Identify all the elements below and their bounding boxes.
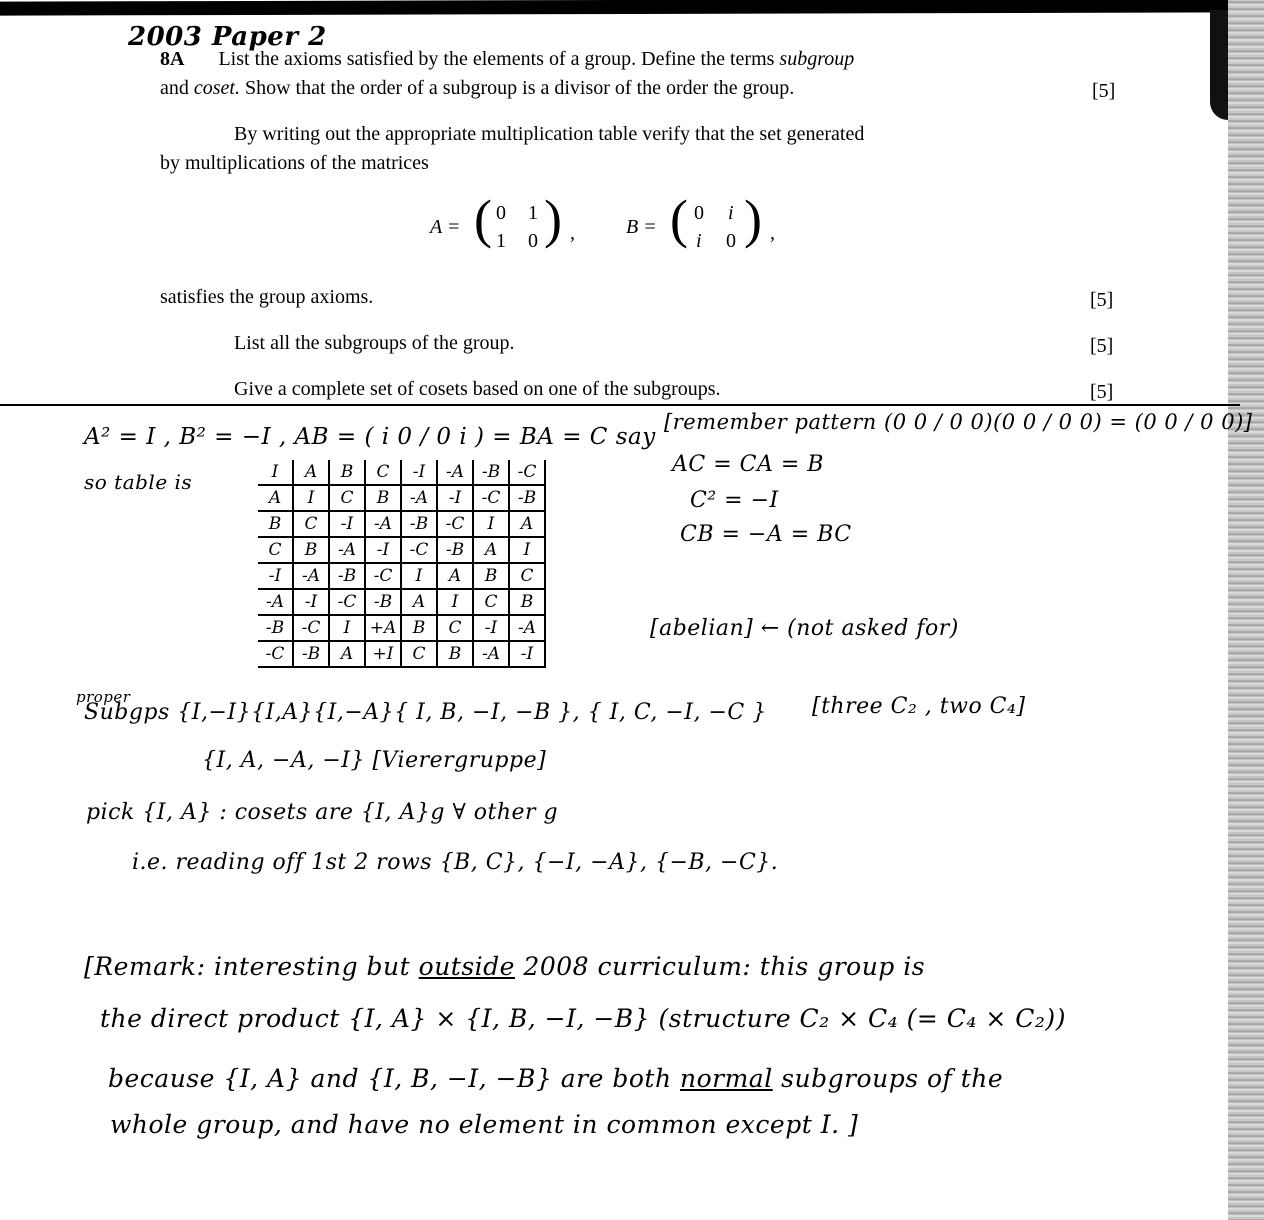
table-cell: -A [293, 563, 329, 589]
table-row [258, 563, 545, 589]
table-cell: -B [509, 485, 545, 511]
table-row [258, 589, 545, 615]
matrix-b-label: B = [626, 216, 657, 238]
solution-side-2: C² = −I [690, 488, 779, 513]
p1-emph-coset: coset. [193, 77, 240, 99]
table-cell: A [437, 563, 473, 589]
table-header-cell: A [293, 460, 329, 485]
table-cell: B [258, 511, 293, 537]
solution-side-1: AC = CA = B [672, 452, 824, 477]
solution-subgroups-line-1: Subgps {I,−I}{I,A}{I,−A}{ I, B, −I, −B }, { I, C, −I, −C } [84, 700, 767, 725]
matrix-b-comma: , [770, 222, 775, 244]
table-cell: B [365, 485, 401, 511]
table-cell: -B [258, 615, 293, 641]
solution-line-1: A² = I , B² = −I , AB = ( i 0 / 0 i ) = BA = C say [84, 424, 656, 450]
table-cell: C [509, 563, 545, 589]
solution-cosets-line-2: i.e. reading off 1st 2 rows {B, C}, {−I, −A}, {−B, −C}. [132, 850, 779, 875]
marks-p5: [5] [1090, 381, 1114, 403]
matrix-a-right-paren: ) [544, 189, 562, 249]
table-cell: C [473, 589, 509, 615]
table-row [258, 511, 545, 537]
matrix-b-cell: i [728, 202, 734, 224]
remark-line-4: whole group, and have no element in common except I. ] [110, 1110, 859, 1139]
table-cell: -C [437, 511, 473, 537]
p1-text-and: and [160, 77, 194, 99]
table-cell: -I [258, 563, 293, 589]
p1-text-b: Show that the order of a subgroup is a divisor of the order the group. [239, 77, 795, 99]
question-para-2-line-1: By writing out the appropriate multiplication table verify that the set generated [234, 123, 865, 145]
table-cell: I [293, 485, 329, 511]
table-cell: -B [365, 589, 401, 615]
table-cell: -B [401, 511, 437, 537]
scan-right-edge [1228, 0, 1264, 1220]
remark-underlined-outside: outside [418, 952, 515, 981]
table-cell: -A [401, 485, 437, 511]
question-para-1-line-1 [160, 48, 854, 71]
remark-underlined-normal: normal [680, 1064, 773, 1093]
table-cell: +A [365, 615, 401, 641]
table-cell: -A [509, 615, 545, 641]
marks-p1: [5] [1092, 80, 1116, 102]
table-header-cell: -I [401, 460, 437, 485]
table-cell: B [437, 641, 473, 667]
table-header-cell: C [365, 460, 401, 485]
matrix-b-cell: i [696, 230, 702, 252]
matrix-a-cell: 1 [496, 230, 506, 252]
handwritten-title: 2003 Paper 2 [128, 22, 327, 52]
remark-text-c: because {I, A} and {I, B, −I, −B} are both [108, 1064, 680, 1093]
question-para-1-line-2 [160, 77, 794, 100]
marks-p4: [5] [1090, 335, 1114, 357]
table-cell: -I [293, 589, 329, 615]
table-cell: -C [473, 485, 509, 511]
solution-note-pattern: [remember pattern (0 0 / 0 0)(0 0 / 0 0) = (0 0 / 0 0)] [664, 410, 1253, 434]
table-cell: I [329, 615, 365, 641]
remark-text-b: 2008 curriculum: this group is [514, 952, 926, 981]
table-cell: -C [329, 589, 365, 615]
matrix-b-cell: 0 [694, 202, 704, 224]
question-para-3: satisfies the group axioms. [160, 286, 374, 308]
matrix-a [430, 189, 590, 258]
remark-text-d: subgroups of the [772, 1064, 1004, 1093]
table-cell: C [437, 615, 473, 641]
solution-abelian-note: [abelian] ← (not asked for) [650, 616, 959, 641]
p1-text-a: List the axioms satisfied by the elements of a group. Define the terms [218, 48, 780, 70]
matrix-b-cell: 0 [726, 230, 736, 252]
solution-cosets-line-1: pick {I, A} : cosets are {I, A}g ∀ other g [86, 800, 559, 825]
remark-line-2: the direct product {I, A} × {I, B, −I, −B} (structure C₂ × C₄ (= C₄ × C₂)) [100, 1004, 1066, 1033]
matrix-b [626, 189, 786, 258]
scan-top-border [0, 0, 1230, 16]
table-row [258, 485, 545, 511]
table-header-cell: -C [509, 460, 545, 485]
table-cell: -C [401, 537, 437, 563]
solution-subgroups-line-2: {I, A, −A, −I} [Vierergruppe] [202, 748, 547, 773]
matrix-a-label: A = [430, 216, 461, 238]
table-cell: +I [365, 641, 401, 667]
multiplication-table [258, 460, 546, 668]
table-cell: B [473, 563, 509, 589]
matrix-a-cell: 1 [528, 202, 538, 224]
table-cell: I [401, 563, 437, 589]
table-header-row [258, 460, 545, 485]
question-number: 8A [160, 48, 185, 70]
table-cell: B [293, 537, 329, 563]
table-header-cell: -B [473, 460, 509, 485]
multiplication-table-grid [258, 460, 546, 668]
table-cell: A [329, 641, 365, 667]
matrix-b-right-paren: ) [744, 189, 762, 249]
table-cell: I [473, 511, 509, 537]
table-row [258, 641, 545, 667]
table-cell: C [329, 485, 365, 511]
table-cell: -A [329, 537, 365, 563]
matrix-a-cell: 0 [496, 202, 506, 224]
table-cell: -I [473, 615, 509, 641]
question-para-5: Give a complete set of cosets based on one of the subgroups. [234, 378, 721, 400]
scan-corner-shadow [1210, 10, 1228, 120]
table-cell: -B [293, 641, 329, 667]
table-cell: A [258, 485, 293, 511]
table-cell: I [437, 589, 473, 615]
question-para-2-line-2: by multiplications of the matrices [160, 152, 429, 174]
table-cell: C [401, 641, 437, 667]
table-cell: -C [293, 615, 329, 641]
table-cell: B [509, 589, 545, 615]
solution-so-table: so table is [84, 470, 193, 494]
remark-line-1 [84, 952, 925, 981]
table-cell: -A [258, 589, 293, 615]
table-cell: A [401, 589, 437, 615]
table-cell: B [401, 615, 437, 641]
table-cell: -I [509, 641, 545, 667]
table-cell: C [258, 537, 293, 563]
remark-line-3 [108, 1064, 1003, 1093]
matrix-a-cell: 0 [528, 230, 538, 252]
table-cell: -C [365, 563, 401, 589]
table-row [258, 537, 545, 563]
matrix-b-left-paren: ( [670, 189, 688, 249]
solution-proper-label: proper [76, 688, 131, 706]
table-cell: A [509, 511, 545, 537]
table-cell: -C [258, 641, 293, 667]
question-para-4: List all the subgroups of the group. [234, 332, 515, 354]
table-header-cell: B [329, 460, 365, 485]
table-header-cell: I [258, 460, 293, 485]
matrix-a-left-paren: ( [474, 189, 492, 249]
table-row [258, 615, 545, 641]
table-cell: A [473, 537, 509, 563]
separator-line [0, 404, 1240, 406]
table-cell: I [509, 537, 545, 563]
table-cell: -I [437, 485, 473, 511]
matrix-a-comma: , [570, 222, 575, 244]
marks-p3: [5] [1090, 289, 1114, 311]
table-cell: -A [473, 641, 509, 667]
p1-emph-subgroup: subgroup [779, 48, 855, 70]
table-cell: C [293, 511, 329, 537]
table-header-cell: -A [437, 460, 473, 485]
table-cell: -I [365, 537, 401, 563]
solution-subgroups-note: [three C₂ , two C₄] [812, 694, 1026, 719]
table-cell: -B [329, 563, 365, 589]
solution-side-3: CB = −A = BC [680, 522, 852, 547]
table-cell: -A [365, 511, 401, 537]
table-cell: -I [329, 511, 365, 537]
table-cell: -B [437, 537, 473, 563]
remark-text-a: [Remark: interesting but [84, 952, 419, 981]
